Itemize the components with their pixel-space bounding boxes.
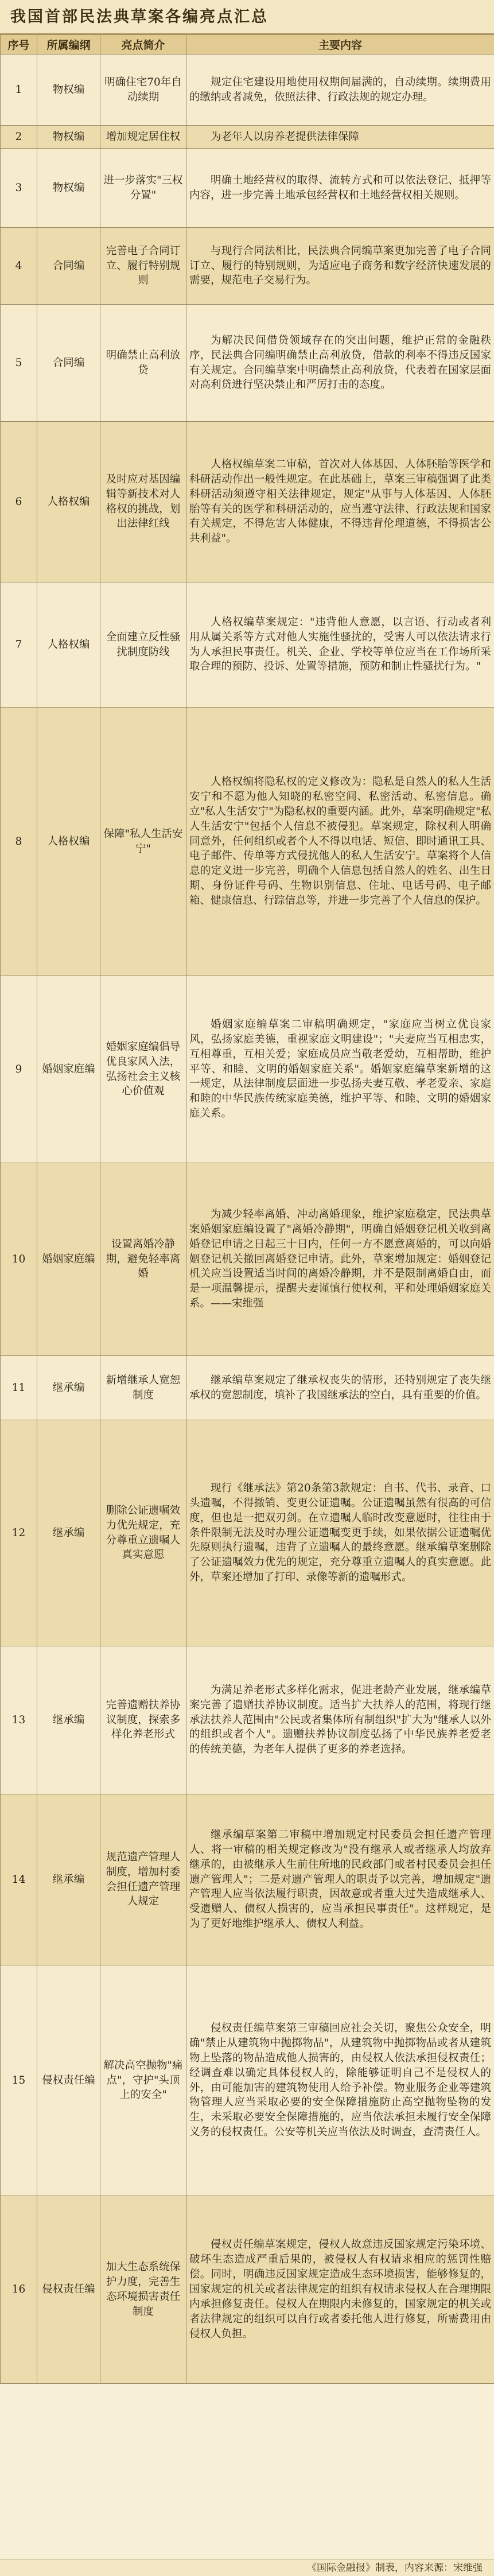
- header-highlight: 亮点简介: [100, 35, 186, 55]
- row-number: 13: [1, 1646, 37, 1794]
- row-highlight: 加大生态系统保护力度，完善生态环境损害责任制度: [100, 2196, 186, 2384]
- row-content: 明确土地经营权的取得、流转方式和可以依法登记、抵押等内容，进一步完善土地承包经营权和土地经营权相关规则。: [186, 149, 494, 228]
- row-content: 人格权编草案二审稿，首次对人体基因、人体胚胎等医学和科研活动作出一般性规定。在此基础上，草案三审稿强调了此类科研活动须遵守相关法律规定，规定"从事与人体基因、人体胚胎等有关的医学和科研活动的，应当遵守法律、行政法规和国家有关规定，不得危害人体健康，不得违背伦理道德，不得损害公共利益"。: [186, 422, 494, 582]
- table-row: [1, 149, 494, 228]
- row-content: 为减少轻率离婚、冲动离婚现象，维护家庭稳定，民法典草案婚姻家庭编设置了"离婚冷静期"，明确自婚姻登记机关收到离婚登记申请之日起三十日内，任何一方不愿意离婚的，可以向婚姻登记机关撤回离婚登记申请。此外，草案增加规定：婚姻登记机关应当设置适当时间的离婚冷静期，并不是限制离婚自由，而是一项温馨提示，提醒夫妻谨慎行使权利，平和处理婚姻家庭关系。——宋维强: [186, 1163, 494, 1356]
- row-highlight: 完善电子合同订立、履行特别规则: [100, 228, 186, 305]
- row-highlight: 解决高空抛物"痛点"，守护"头顶上的安全": [100, 1965, 186, 2196]
- row-section: 继承编: [37, 1420, 100, 1646]
- table-row: [1, 55, 494, 126]
- table-row: [1, 976, 494, 1163]
- table-row: [1, 1646, 494, 1794]
- row-content: 与现行合同法相比，民法典合同编草案更加完善了电子合同订立、履行的特别规则，为适应电子商务和数字经济快速发展的需要，规范电子交易行为。: [186, 228, 494, 305]
- row-number: 4: [1, 228, 37, 305]
- row-content: 现行《继承法》第20条第3款规定：自书、代书、录音、口头遗嘱，不得撤销、变更公证遗嘱。公证遗嘱虽然有很高的可信度，但也是一把双刃剑。在立遗嘱人临时改变意愿时，往往由于条件限制无法及时办理公证遗嘱变更手续，如果依据公证遗嘱优先原则执行遗嘱，违背了立遗嘱人的最终意愿。继承编草案删除了公证遗嘱效力优先的规定，充分尊重立遗嘱人的真实意愿。此外，草案还增加了打印、录像等新的遗嘱形式。: [186, 1420, 494, 1646]
- row-highlight: 删除公证遗嘱效力优先规定，充分尊重立遗嘱人真实意愿: [100, 1420, 186, 1646]
- row-number: 9: [1, 976, 37, 1163]
- row-section: 侵权责任编: [37, 1965, 100, 2196]
- row-highlight: 进一步落实"三权分置": [100, 149, 186, 228]
- summary-table: [0, 34, 494, 2384]
- row-section: 婚姻家庭编: [37, 976, 100, 1163]
- header-content: 主要内容: [186, 35, 494, 55]
- row-section: 人格权编: [37, 708, 100, 976]
- row-number: 3: [1, 149, 37, 228]
- row-content: 继承编草案第二审稿中增加规定村民委员会担任遗产管理人、将一审稿的相关规定修改为"没有继承人或者继承人均放弃继承的，由被继承人生前住所地的民政部门或者村民委员会担任遗产管理人"；二是对遗产管理人的职责予以完善，增加规定"遗产管理人应当依法履行职责，因故意或者重大过失造成继承人、受遗赠人、债权人损害的，应当承担民事责任"。这样规定，是为了更好地维护继承人、债权人利益。: [186, 1794, 494, 1965]
- table-row: [1, 1420, 494, 1646]
- row-content: 继承编草案规定了继承权丧失的情形，还特别规定了丧失继承权的宽恕制度，填补了我国继承法的空白，具有重要的价值。: [186, 1356, 494, 1420]
- row-section: 物权编: [37, 55, 100, 126]
- row-content: 人格权编将隐私权的定义修改为：隐私是自然人的私人生活安宁和不愿为他人知晓的私密空间、私密活动、私密信息。确立"私人生活安宁"为隐私权的重要内涵。此外，草案明确规定"私人生活安宁"包括个人信息不被侵犯。草案规定，除权利人明确同意外，任何组织或者个人不得以电话、短信、即时通讯工具、电子邮件、传单等方式侵扰他人的私人生活安宁。草案将个人信息的定义进一步完善，明确个人信息包括自然人的姓名、出生日期、身份证件号码、生物识别信息、住址、电话号码、电子邮箱、健康信息、行踪信息等，并进一步完善了个人信息的保护。: [186, 708, 494, 976]
- row-highlight: 全面建立反性骚扰制度防线: [100, 582, 186, 708]
- row-highlight: 新增继承人宽恕制度: [100, 1356, 186, 1420]
- row-content: 为解决民间借贷领域存在的突出问题，维护正常的金融秩序，民法典合同编明确禁止高利放贷，借款的利率不得违反国家有关规定。合同编草案中明确禁止高利放贷，代表着在国家层面对高利贷进行坚决禁止和严厉打击的态度。: [186, 305, 494, 422]
- table-row: [1, 1163, 494, 1356]
- row-highlight: 婚姻家庭编倡导优良家风入法，弘扬社会主义核心价值观: [100, 976, 186, 1163]
- row-number: 2: [1, 126, 37, 149]
- row-highlight: 及时应对基因编辑等新技术对人格权的挑战，划出法律红线: [100, 422, 186, 582]
- row-number: 12: [1, 1420, 37, 1646]
- source-footer: 《国际金融报》制表，内容来源：宋维强: [0, 2559, 494, 2576]
- page-title: 我国首部民法典草案各编亮点汇总: [0, 0, 494, 34]
- row-highlight: 明确住宅70年自动续期: [100, 55, 186, 126]
- table-row: [1, 708, 494, 976]
- table-header-row: [1, 35, 494, 55]
- table-row: [1, 305, 494, 422]
- row-section: 合同编: [37, 228, 100, 305]
- row-section: 继承编: [37, 1794, 100, 1965]
- header-no: 序号: [1, 35, 37, 55]
- row-section: 继承编: [37, 1646, 100, 1794]
- row-section: 物权编: [37, 149, 100, 228]
- row-section: 侵权责任编: [37, 2196, 100, 2384]
- row-section: 合同编: [37, 305, 100, 422]
- row-section: 人格权编: [37, 422, 100, 582]
- table-row: [1, 126, 494, 149]
- row-content: 侵权责任编草案第三审稿回应社会关切，聚焦公众安全，明确"禁止从建筑物中抛掷物品"，从建筑物中抛掷物品或者从建筑物上坠落的物品造成他人损害的，由侵权人依法承担侵权责任；经调查难以确定具体侵权人的，除能够证明自己不是侵权人的外，由可能加害的建筑物使用人给予补偿。物业服务企业等建筑物管理人应当采取必要的安全保障措施防止高空抛物坠物的发生，未采取必要安全保障措施的，应当依法承担未履行安全保障义务的侵权责任。公安等机关应当依法及时调查，查清责任人。: [186, 1965, 494, 2196]
- row-number: 7: [1, 582, 37, 708]
- row-number: 16: [1, 2196, 37, 2384]
- row-number: 14: [1, 1794, 37, 1965]
- row-content: 为满足养老形式多样化需求，促进老龄产业发展，继承编草案完善了遗赠扶养协议制度。适当扩大扶养人的范围，将现行继承法扶养人范围由"公民或者集体所有制组织"扩大为"继承人以外的组织或者个人"。遗赠扶养协议制度弘扬了中华民族养老爱老的传统美德，为老年人提供了更多的养老选择。: [186, 1646, 494, 1794]
- header-section: 所属编纲: [37, 35, 100, 55]
- table-row: [1, 422, 494, 582]
- row-highlight: 保障"私人生活安宁": [100, 708, 186, 976]
- row-section: 人格权编: [37, 582, 100, 708]
- row-content: 婚姻家庭编草案二审稿明确规定，"家庭应当树立优良家风，弘扬家庭美德，重视家庭文明建设"；"夫妻应当互相忠实，互相尊重，互相关爱；家庭成员应当敬老爱幼，互相帮助，维护平等、和睦、文明的婚姻家庭关系"。婚姻家庭编草案新增的这一规定，从法律制度层面进一步弘扬夫妻互敬、孝老爱亲、家庭和睦的中华民族传统家庭美德，维护平等、和睦、文明的婚姻家庭关系。: [186, 976, 494, 1163]
- row-content: 人格权编草案规定："违背他人意愿，以言语、行动或者利用从属关系等方式对他人实施性骚扰的，受害人可以依法请求行为人承担民事责任。机关、企业、学校等单位应当在工作场所采取合理的预防、投诉、处置等措施，预防和制止性骚扰行为。": [186, 582, 494, 708]
- table-row: [1, 1356, 494, 1420]
- row-section: 婚姻家庭编: [37, 1163, 100, 1356]
- row-number: 5: [1, 305, 37, 422]
- row-section: 继承编: [37, 1356, 100, 1420]
- table-row: [1, 582, 494, 708]
- row-highlight: 设置离婚冷静期，避免轻率离婚: [100, 1163, 186, 1356]
- row-number: 10: [1, 1163, 37, 1356]
- row-highlight: 完善遗赠扶养协议制度，探索多样化养老形式: [100, 1646, 186, 1794]
- row-highlight: 明确禁止高利放贷: [100, 305, 186, 422]
- row-number: 15: [1, 1965, 37, 2196]
- row-number: 6: [1, 422, 37, 582]
- row-highlight: 规范遗产管理人制度，增加村委会担任遗产管理人规定: [100, 1794, 186, 1965]
- row-section: 物权编: [37, 126, 100, 149]
- table-row: [1, 1794, 494, 1965]
- row-content: 侵权责任编草案规定，侵权人故意违反国家规定污染环境、破坏生态造成严重后果的，被侵权人有权请求相应的惩罚性赔偿。同时，明确违反国家规定造成生态环境损害，能够修复的，国家规定的机关或者法律规定的组织有权请求侵权人在合理期限内承担修复责任。侵权人在期限内未修复的，国家规定的机关或者法律规定的组织可以自行或者委托他人进行修复，所需费用由侵权人负担。: [186, 2196, 494, 2384]
- table-row: [1, 2196, 494, 2384]
- row-highlight: 增加规定居住权: [100, 126, 186, 149]
- table-row: [1, 228, 494, 305]
- row-number: 1: [1, 55, 37, 126]
- table-row: [1, 1965, 494, 2196]
- row-content: 规定住宅建设用地使用权期间届满的，自动续期。续期费用的缴纳或者减免，依照法律、行政法规的规定办理。: [186, 55, 494, 126]
- row-number: 8: [1, 708, 37, 976]
- row-number: 11: [1, 1356, 37, 1420]
- row-content: 为老年人以房养老提供法律保障: [186, 126, 494, 149]
